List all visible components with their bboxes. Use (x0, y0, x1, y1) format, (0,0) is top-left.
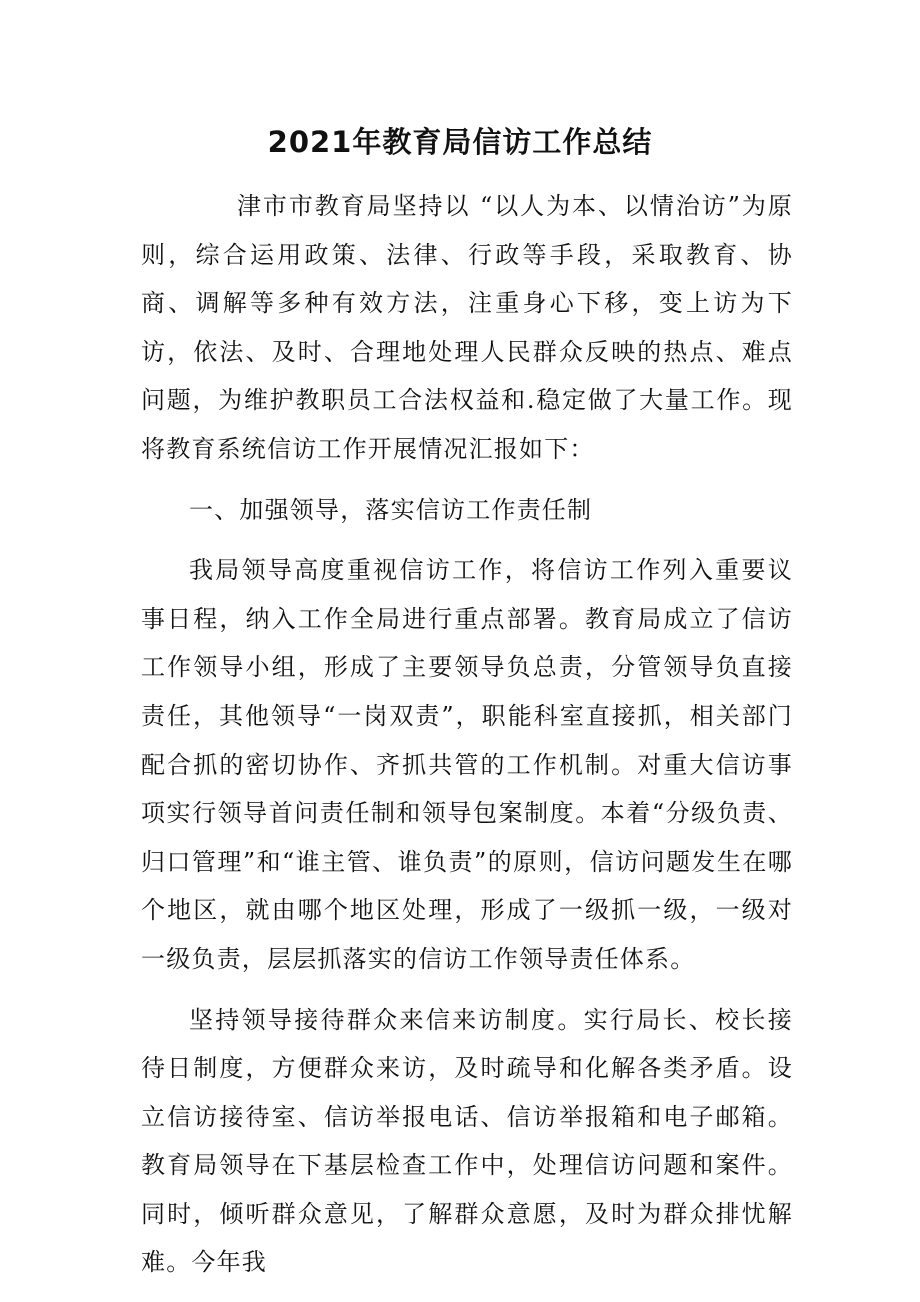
paragraph-gap (141, 534, 793, 546)
intro-paragraph: 津市市教育局坚持以 “以人为本、以情治访”为原则，综合运用政策、法律、行政等手段，采取教育、协商、调解等多种有效方法，注重身心下移，变上访为下访，依法、及时、合理地处理人民群众反映的热点、难点问题，为维护教职员工合法权益和.稳定做了大量工作。现将教育系统信访工作开展情况汇报如下： (141, 192, 793, 463)
body-paragraph: 我局领导高度重视信访工作，将信访工作列入重要议事日程，纳入工作全局进行重点部署。教育局成立了信访工作领导小组，形成了主要领导负总责，分管领导负直接责任，其他领导“一岗双责”，职能科室直接抓，相关部门配合抓的密切协作、齐抓共管的工作机制。对重大信访事项实行领导首问责任制和领导包案制度。本着“分级负责、归口管理”和“谁主管、谁负责”的原则，信访问题发生在哪个地区，就由哪个地区处理，形成了一级抓一级，一级对一级负责，层层抓落实的信访工作领导责任体系。 (141, 556, 793, 973)
paragraph-gap (141, 474, 793, 486)
document-title: 2021年教育局信访工作总结 (267, 125, 653, 159)
paragraph-gap (141, 984, 793, 996)
section-heading: 一、加强领导，落实信访工作责任制 (189, 495, 593, 524)
body-paragraph: 坚持领导接待群众来信来访制度。实行局长、校长接待日制度，方便群众来访，及时疏导和化解各类矛盾。设立信访接待室、信访举报电话、信访举报箱和电子邮箱。教育局领导在下基层检查工作中，处理信访问题和案件。同时，倾听群众意见，了解群众意愿，及时为群众排忧解难。今年我 (141, 1005, 793, 1277)
document-body (141, 182, 793, 1287)
